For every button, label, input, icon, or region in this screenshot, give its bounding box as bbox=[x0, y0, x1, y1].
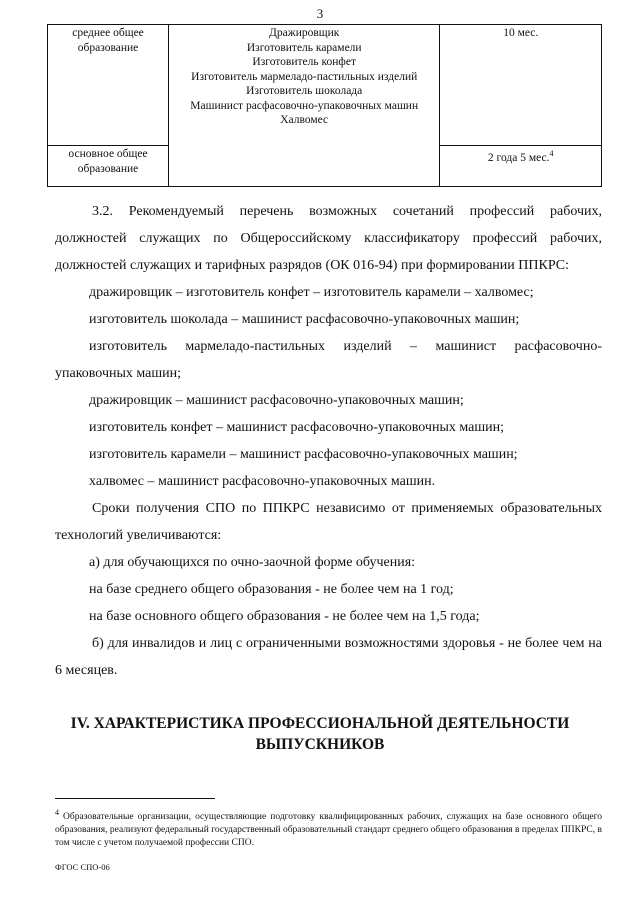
education-level-cell: основное общее образование bbox=[48, 146, 169, 187]
table-row bbox=[48, 25, 602, 146]
profession-item: Халвомес bbox=[280, 114, 329, 126]
footnote-number: 4 bbox=[55, 808, 59, 817]
terms-item: на базе основного общего образования - не более чем на 1,5 года; bbox=[89, 609, 480, 624]
term-cell bbox=[440, 146, 602, 187]
paragraph-3-2: 3.2. Рекомендуемый перечень возможных сочетаний профессий рабочих, должностей служащих по Общероссийскому классификатору профессий рабочих, должностей служащих и тарифных разрядов (ОК 016-94) при формировании ППКРС: bbox=[55, 204, 602, 273]
footnote-ref: 4 bbox=[549, 149, 554, 158]
footer-code: ФГОС СПО-06 bbox=[55, 862, 110, 872]
page-number: 3 bbox=[316, 6, 324, 21]
profession-item: Изготовитель карамели bbox=[246, 41, 362, 54]
footnote bbox=[55, 806, 602, 850]
profession-item: Изготовитель шоколада bbox=[246, 85, 363, 97]
professions-table bbox=[47, 24, 602, 187]
section-heading: IV. ХАРАКТЕРИСТИКА ПРОФЕССИОНАЛЬНОЙ ДЕЯТЕЛЬНОСТИ ВЫПУСКНИКОВ bbox=[70, 715, 570, 753]
footnote-text: Образовательные организации, осуществляющие подготовку квалифицированных рабочих, служащих на базе основного общего образования, реализуют федеральный государственный образовательный стандарт среднего общего образования в пределах ППКРС, в том числе с учетом получаемой профессии СПО. bbox=[55, 812, 603, 849]
profession-item: Изготовитель конфет bbox=[252, 56, 356, 68]
terms-item: на базе среднего общего образования - не более чем на 1 год; bbox=[89, 582, 454, 597]
education-level-cell: среднее общее образование bbox=[48, 25, 169, 146]
profession-item: Машинист расфасовочно-упаковочных машин bbox=[190, 99, 419, 112]
terms-intro: Сроки получения СПО по ППКРС независимо от применяемых образовательных технологий увеличиваются: bbox=[55, 501, 602, 543]
profession-item: Дражировщик bbox=[269, 27, 340, 39]
combination-item: дражировщик – машинист расфасовочно-упаковочных машин; bbox=[89, 393, 464, 408]
footnote-divider bbox=[55, 798, 215, 799]
terms-item: а) для обучающихся по очно-заочной форме обучения: bbox=[89, 555, 416, 570]
term-cell: 10 мес. bbox=[440, 25, 602, 146]
combination-item: изготовитель карамели – машинист расфасовочно-упаковочных машин; bbox=[89, 447, 518, 462]
combination-item: изготовитель шоколада – машинист расфасовочно-упаковочных машин; bbox=[89, 312, 520, 327]
combination-item: дражировщик – изготовитель конфет – изготовитель карамели – халвомес; bbox=[89, 285, 534, 300]
combination-item: изготовитель мармеладо-пастильных изделий – машинист расфасовочно-упаковочных машин; bbox=[55, 339, 602, 381]
combination-item: изготовитель конфет – машинист расфасовочно-упаковочных машин; bbox=[89, 420, 504, 435]
profession-item: Изготовитель мармеладо-пастильных изделий bbox=[191, 70, 418, 83]
terms-item: б) для инвалидов и лиц с ограниченными возможностями здоровья - не более чем на 6 месяцев. bbox=[55, 636, 602, 678]
professions-cell bbox=[169, 25, 440, 187]
combination-item: халвомес – машинист расфасовочно-упаковочных машин. bbox=[89, 474, 436, 489]
section-3-2 bbox=[55, 198, 602, 684]
term-value: 2 года 5 мес. bbox=[487, 151, 550, 164]
